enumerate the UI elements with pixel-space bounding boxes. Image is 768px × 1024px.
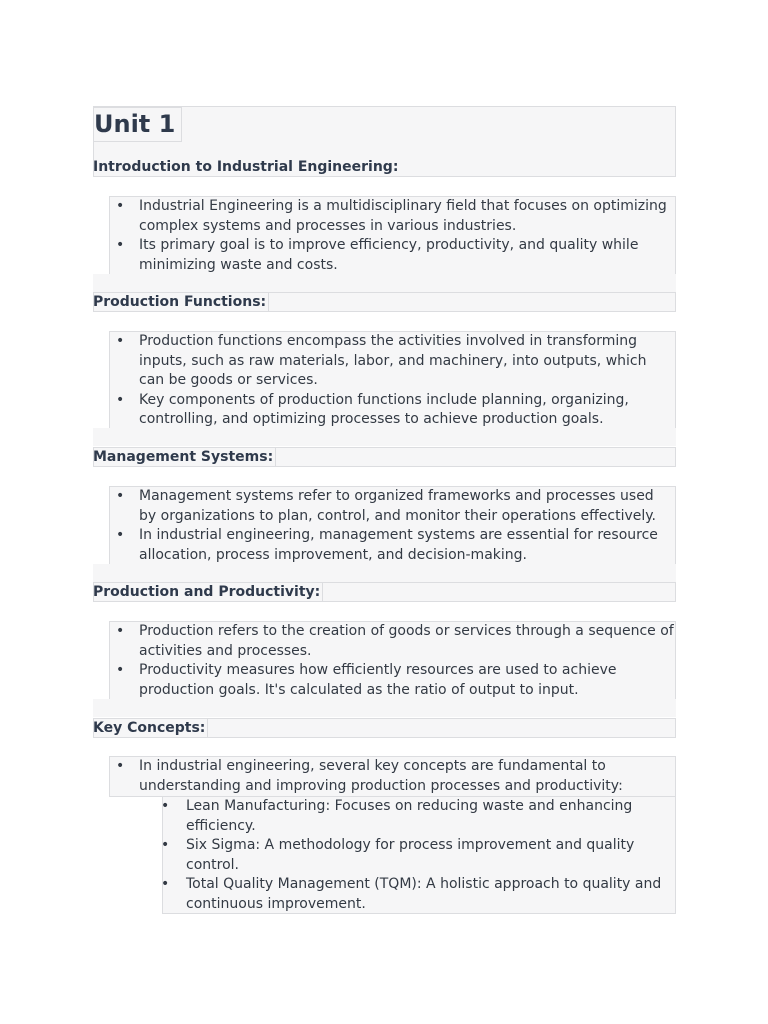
bullet-list-management-systems xyxy=(109,486,676,565)
list-item: • Six Sigma: A methodology for process improvement and quality control. xyxy=(161,837,635,873)
bullet-icon: • xyxy=(161,837,170,853)
section-heading-key-concepts: Key Concepts: xyxy=(93,718,208,738)
section-gap xyxy=(93,274,676,292)
bullet-list-production-functions xyxy=(109,331,676,429)
section-heading-production-functions: Production Functions: xyxy=(93,292,269,312)
nested-list-key-concepts xyxy=(162,796,676,914)
section-gap xyxy=(93,699,676,717)
list-item: • Key components of production functions include planning, organizing, controlling, and optimizing processes to achieve production goals. xyxy=(116,391,629,427)
list-item: • Production functions encompass the activities involved in transforming inputs, such as raw materials, labor, and machinery, into outputs, which can be goods or services. xyxy=(116,333,647,388)
section-gap xyxy=(93,428,676,446)
bullet-list-key-concepts xyxy=(109,756,676,797)
page-title: Unit 1 xyxy=(93,107,182,142)
bullet-list-production-productivity xyxy=(109,621,676,700)
list-item: • Lean Manufacturing: Focuses on reducing waste and enhancing efficiency. xyxy=(161,798,633,834)
list-item: • In industrial engineering, several key concepts are fundamental to understanding and improving production processes and productivity: xyxy=(116,758,623,794)
section-heading-production-productivity: Production and Productivity: xyxy=(93,582,323,602)
list-item: • In industrial engineering, management systems are essential for resource allocation, process improvement, and decision-making. xyxy=(116,527,658,563)
bullet-icon: • xyxy=(116,623,125,639)
list-item: • Management systems refer to organized frameworks and processes used by organizations to plan, control, and monitor their operations effectively. xyxy=(116,488,657,524)
heading-row-production-functions xyxy=(93,292,676,312)
section-heading-introduction: Introduction to Industrial Engineering: xyxy=(93,159,399,175)
heading-row-production-productivity xyxy=(93,582,676,602)
bullet-icon: • xyxy=(116,758,125,774)
section-heading-management-systems: Management Systems: xyxy=(93,447,276,467)
section-gap xyxy=(93,564,676,582)
title-block xyxy=(93,106,676,177)
list-item: • Production refers to the creation of goods or services through a sequence of activities and processes. xyxy=(116,623,674,659)
bullet-icon: • xyxy=(161,798,170,814)
bullet-icon: • xyxy=(116,488,125,504)
bullet-list-introduction xyxy=(109,196,676,275)
bullet-icon: • xyxy=(116,527,125,543)
bullet-icon: • xyxy=(116,662,125,678)
list-item: • Industrial Engineering is a multidisciplinary field that focuses on optimizing complex systems and processes in various industries. xyxy=(116,198,667,234)
bullet-icon: • xyxy=(116,237,125,253)
bullet-icon: • xyxy=(116,333,125,349)
list-item: • Total Quality Management (TQM): A holistic approach to quality and continuous improvement. xyxy=(161,876,662,912)
document-page xyxy=(93,106,676,912)
bullet-icon: • xyxy=(116,198,125,214)
list-item: • Its primary goal is to improve efficiency, productivity, and quality while minimizing waste and costs. xyxy=(116,237,639,273)
heading-row-key-concepts xyxy=(93,718,676,738)
list-item: • Productivity measures how efficiently resources are used to achieve production goals. It's calculated as the ratio of output to input. xyxy=(116,662,617,698)
bullet-icon: • xyxy=(161,876,170,892)
bullet-icon: • xyxy=(116,391,125,408)
heading-row-management-systems xyxy=(93,447,676,467)
